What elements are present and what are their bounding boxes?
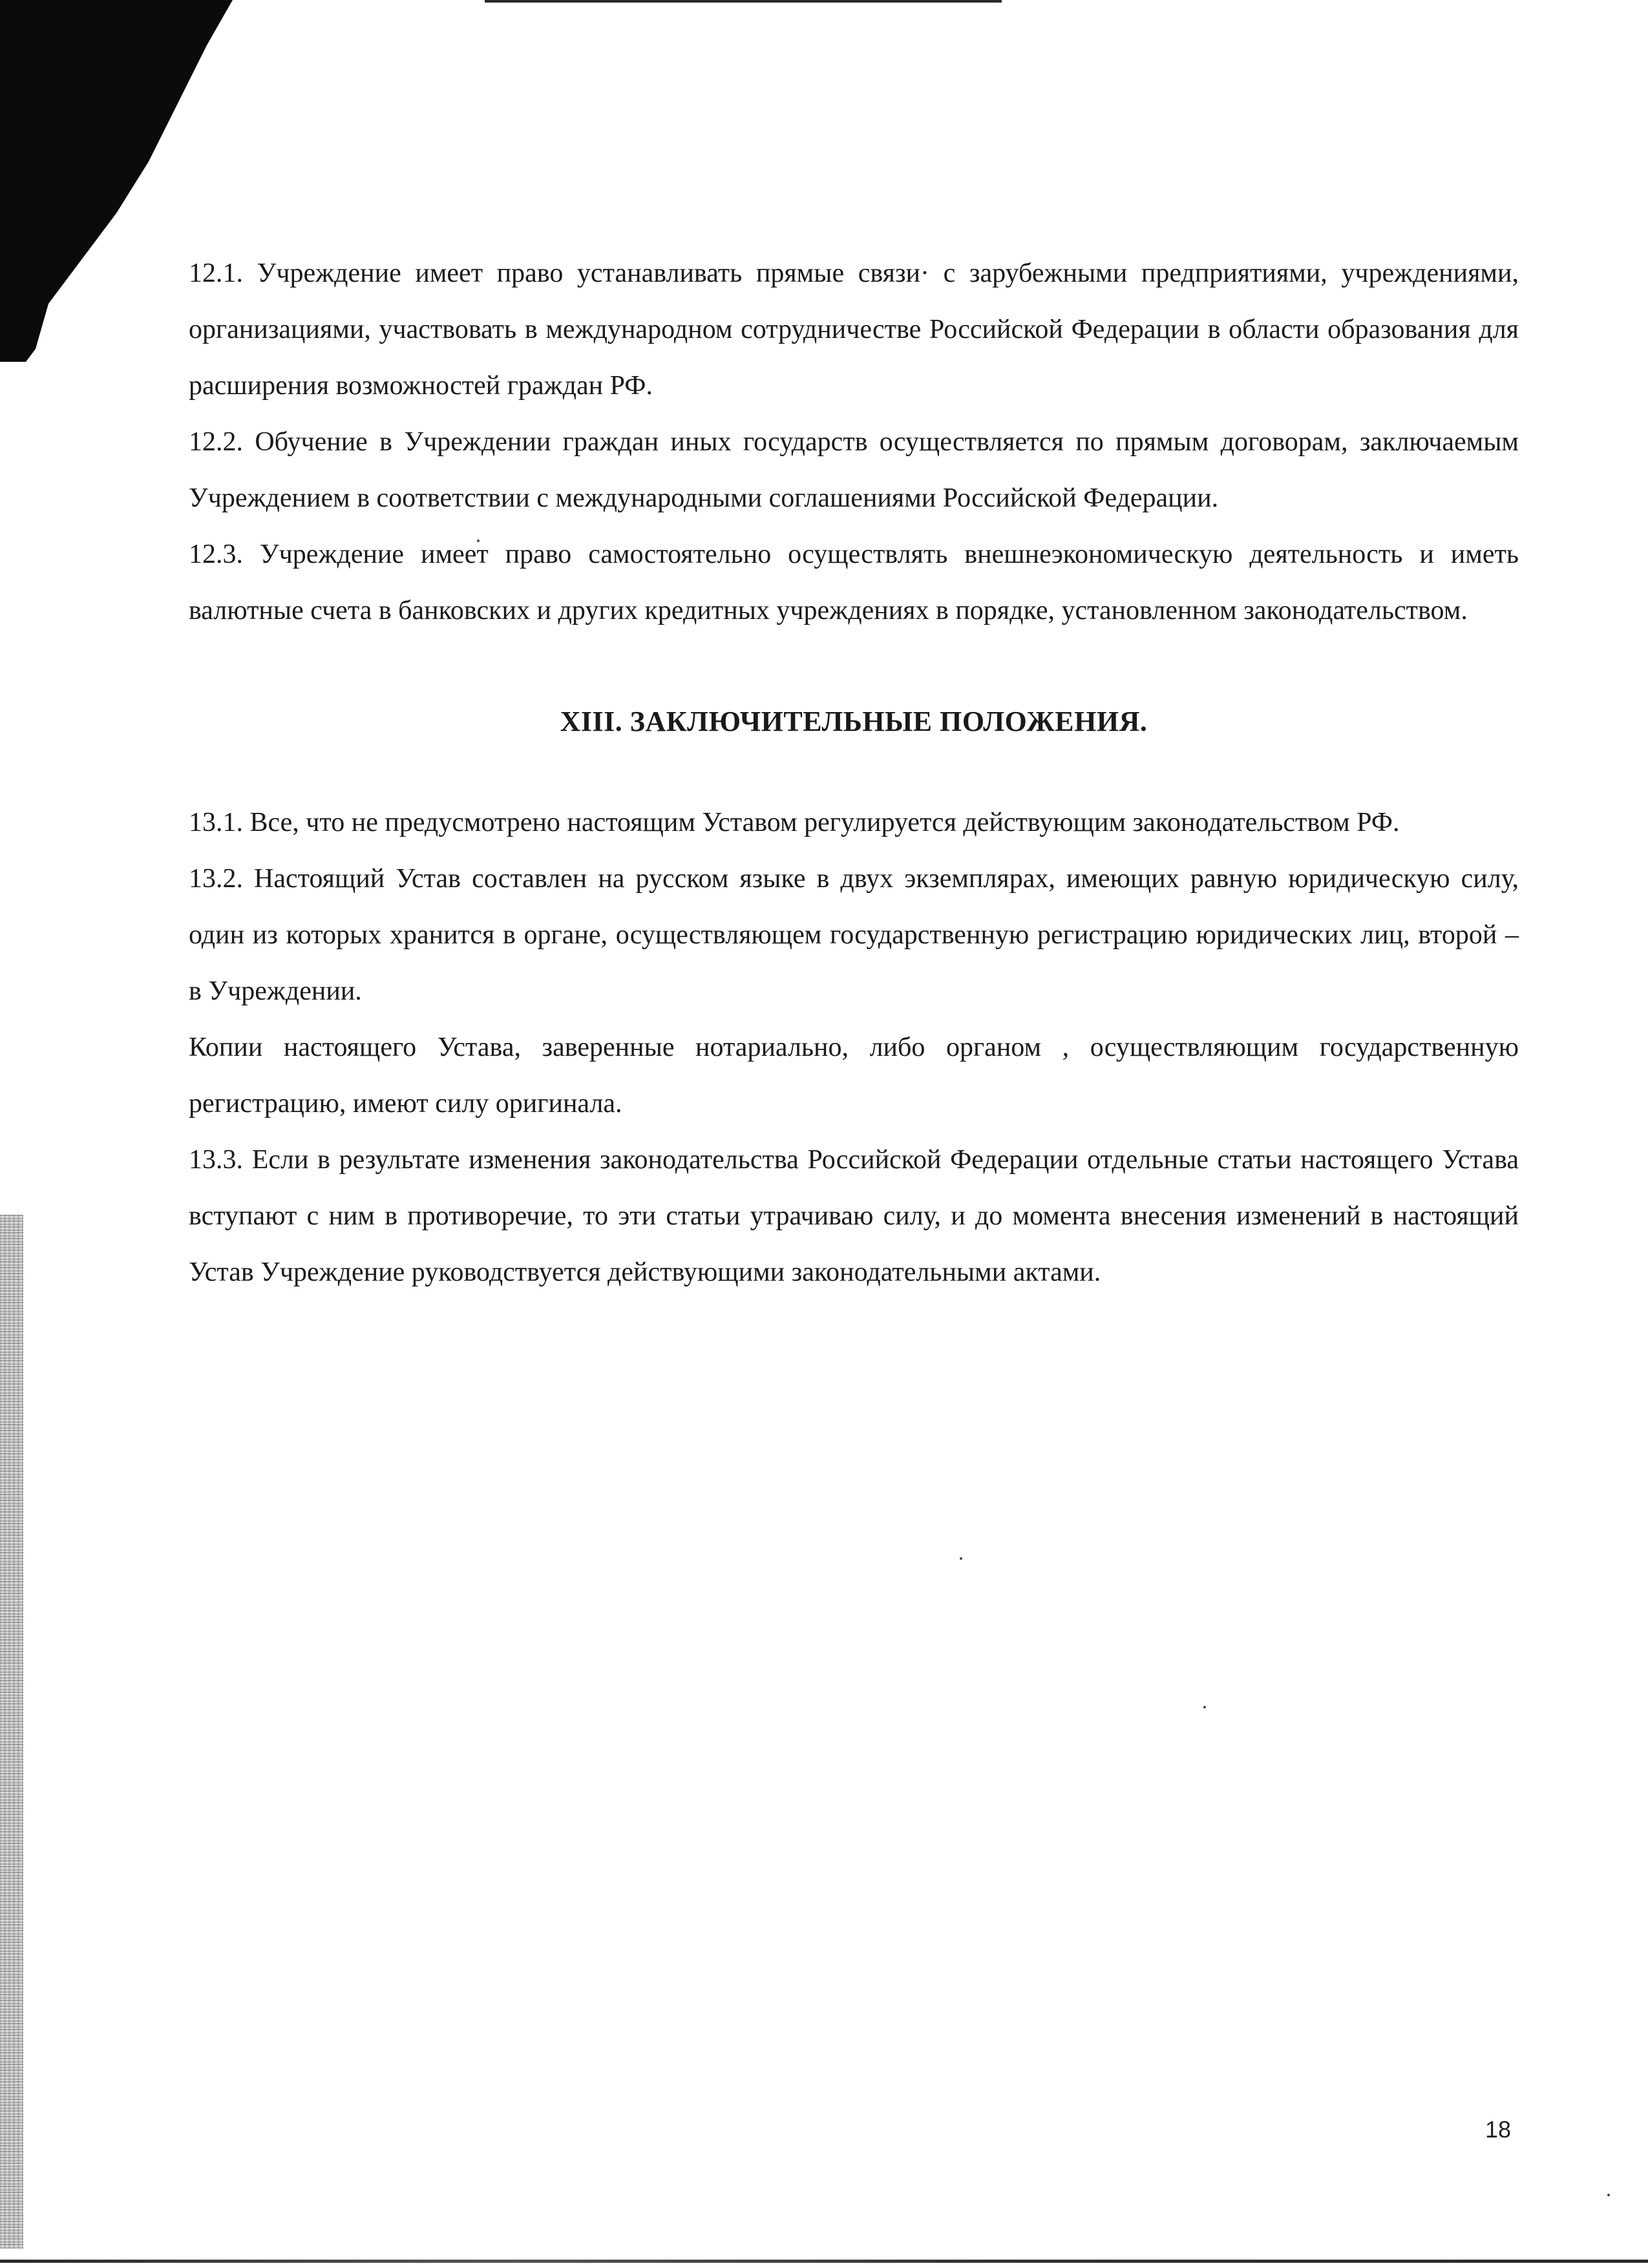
page-number: 18: [1485, 2116, 1512, 2143]
section-12: [189, 246, 1519, 639]
paragraph-12-1: 12.1. Учреждение имеет право устанавливать прямые связи· с зарубежными предприятиями, учреждениями, организациями, участвовать в международном сотрудничестве Российской Федерации в области образования для расширения возможностей граждан РФ.: [189, 258, 1519, 401]
paragraph-12-3: 12.3. Учреждение имеет право самостоятельно осуществлять внешнеэкономическую деятельность и иметь валютные счета в банковских и других кредитных учреждениях в порядке, установленном законодательством.: [189, 540, 1519, 625]
scan-speck: [1607, 2194, 1610, 2196]
scan-bottom-edge: [0, 2260, 1648, 2263]
scan-left-edge-noise: [0, 1215, 23, 2249]
scan-speck: [1203, 1706, 1206, 1708]
paragraph-13-2: 13.2. Настоящий Устав составлен на русском языке в двух экземплярах, имеющих равную юридическую силу, один из которых хранится в органе, осуществляющем государственную регистрацию юридических лиц, второй – в Учреждении.: [189, 864, 1519, 1006]
document-body: [189, 246, 1519, 1301]
section-heading: XIII. ЗАКЛЮЧИТЕЛЬНЫЕ ПОЛОЖЕНИЯ.: [560, 706, 1148, 737]
scan-speck: [960, 1557, 962, 1560]
scan-top-edge: [485, 0, 1002, 3]
section-13: [189, 693, 1519, 1301]
paragraph-12-2: 12.2. Обучение в Учреждении граждан иных государств осуществляется по прямым договорам, заключаемым Учреждением в соответствии с международными соглашениями Российской Федерации.: [189, 427, 1519, 513]
paragraph-13-3: 13.3. Если в результате изменения законодательства Российской Федерации отдельные статьи настоящего Устава вступают с ним в противоречие, то эти статьи утрачиваю силу, и до момента внесения изменений в настоящий Устав Учреждение руководствуется действующими законодательными актами.: [189, 1145, 1519, 1287]
paragraph-13-1: 13.1. Все, что не предусмотрено настоящим Уставом регулируется действующим законодательством РФ.: [189, 808, 1400, 837]
paragraph-copies: Копии настоящего Устава, заверенные нотариально, либо органом , осуществляющим государственную регистрацию, имеют силу оригинала.: [189, 1033, 1519, 1118]
